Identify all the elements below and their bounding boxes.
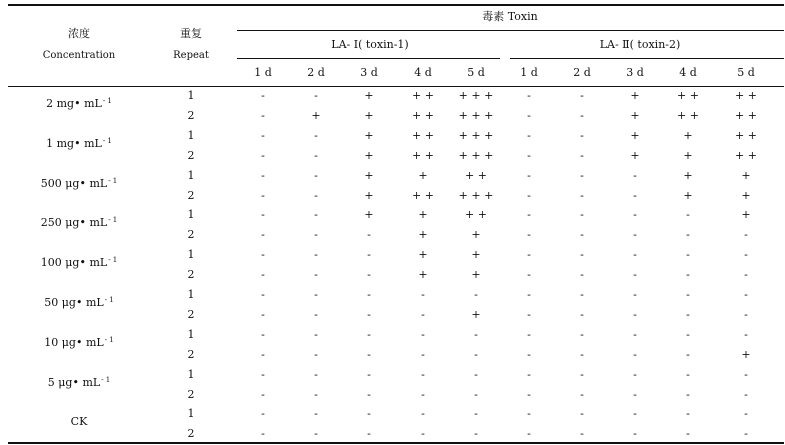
toxicity-cell: + + (735, 148, 757, 162)
toxicity-cell: - (474, 387, 478, 401)
toxicity-cell: + (683, 128, 693, 142)
toxicity-cell: - (744, 427, 748, 441)
toxicity-cell: - (744, 268, 748, 282)
repeat-number: 2 (187, 148, 195, 162)
toxicity-cell: - (686, 228, 690, 242)
toxicity-cell: - (261, 208, 265, 222)
repeat-number: 2 (187, 387, 195, 401)
toxicity-cell: - (686, 427, 690, 441)
toxicity-cell: + + (412, 89, 434, 102)
toxicity-cell: - (527, 168, 531, 182)
concentration-unit-exponent: - 1 (108, 176, 118, 185)
toxicity-cell: - (314, 89, 318, 102)
toxicity-cell: + + (412, 128, 434, 142)
toxicity-cell: - (580, 268, 584, 282)
toxicity-cell: - (314, 148, 318, 162)
concentration-value: 100 (40, 256, 62, 270)
toxicity-cell: - (686, 327, 690, 341)
concentration-unit-exponent: - 1 (108, 216, 118, 225)
toxicity-cell: - (367, 387, 371, 401)
toxicity-cell: + (741, 188, 751, 202)
concentration-label (71, 416, 88, 428)
repeat-header-cn: 重复 (180, 27, 202, 40)
day-header: 1 d (254, 66, 272, 79)
toxicity-cell: - (527, 367, 531, 381)
toxicity-cell: - (686, 248, 690, 262)
toxicity-cell: - (314, 367, 318, 381)
toxicity-cell: + (418, 208, 428, 222)
toxicity-cell: - (421, 387, 425, 401)
toxicity-cell: + + + (458, 148, 494, 162)
toxicity-cell: - (261, 288, 265, 301)
repeat-number: 2 (187, 427, 195, 441)
toxicity-cell: - (261, 148, 265, 162)
repeat-number: 1 (187, 248, 195, 262)
toxicity-cell: - (474, 327, 478, 341)
toxicity-cell: - (744, 288, 748, 301)
repeat-number: 1 (187, 168, 195, 182)
toxicity-cell: + (741, 347, 751, 361)
toxicity-cell: - (261, 128, 265, 142)
repeat-number: 2 (187, 268, 195, 282)
toxicity-cell: - (474, 367, 478, 381)
toxicity-cell: + (683, 148, 693, 162)
concentration-label (41, 217, 117, 230)
concentration-label (41, 257, 117, 270)
toxicity-cell: - (580, 208, 584, 222)
toxicity-cell: - (314, 288, 318, 301)
toxicity-cell: - (744, 248, 748, 262)
toxicity-cell: + (364, 108, 374, 122)
toxicity-cell: + + + (458, 89, 494, 102)
toxicity-cell: + + (677, 108, 699, 122)
toxicity-cell: - (633, 188, 637, 202)
day-header: 5 d (737, 66, 755, 79)
toxicity-cell: + + (735, 108, 757, 122)
toxicity-cell: - (527, 108, 531, 122)
toxicity-cell: - (261, 427, 265, 441)
toxicity-cell: + (741, 208, 751, 222)
toxicity-cell: - (421, 288, 425, 301)
toxicity-cell: - (580, 307, 584, 321)
day-header: 3 d (360, 66, 378, 79)
toxicity-cell: - (580, 248, 584, 262)
toxicity-cell: + (311, 108, 321, 122)
toxicity-cell: - (527, 407, 531, 421)
toxicity-cell: - (686, 268, 690, 282)
toxicity-cell: - (261, 108, 265, 122)
toxicity-cell: - (421, 347, 425, 361)
concentration-label (48, 377, 110, 390)
toxicity-cell: - (421, 367, 425, 381)
concentration-unit-exponent: - 1 (101, 375, 111, 384)
toxin1-header: LA- Ⅰ( toxin-1) (331, 38, 409, 51)
toxicity-cell: - (633, 168, 637, 182)
toxicity-cell: - (744, 407, 748, 421)
concentration-value: 10 (44, 335, 59, 349)
toxicity-cell: - (580, 367, 584, 381)
toxicity-cell: - (367, 228, 371, 242)
toxicity-cell: - (421, 427, 425, 441)
toxicity-cell: - (580, 148, 584, 162)
repeat-number: 2 (187, 188, 195, 202)
toxicity-cell: - (527, 89, 531, 102)
toxicity-cell: - (527, 228, 531, 242)
toxicity-cell: - (686, 407, 690, 421)
toxicity-cell: - (474, 407, 478, 421)
top-rule (8, 4, 784, 6)
toxin2-header: LA- Ⅱ( toxin-2) (599, 38, 681, 51)
concentration-unit-exponent: - 1 (102, 96, 112, 105)
toxicity-cell: - (744, 327, 748, 341)
toxicity-cell: - (580, 407, 584, 421)
concentration-unit: μg• mL (58, 375, 101, 389)
toxicity-cell: - (744, 307, 748, 321)
toxicity-cell: + + (465, 208, 487, 222)
toxicity-cell: - (367, 327, 371, 341)
toxicity-cell: + + (735, 89, 757, 102)
concentration-unit: μg• mL (61, 335, 104, 349)
repeat-number: 2 (187, 108, 195, 122)
toxicity-cell: - (633, 307, 637, 321)
toxicity-cell: - (527, 128, 531, 142)
day-header: 4 d (679, 66, 697, 79)
toxicity-cell: - (261, 248, 265, 262)
toxicity-cell: - (314, 327, 318, 341)
toxicity-cell: - (261, 307, 265, 321)
toxicity-cell: + (418, 268, 428, 282)
toxicity-cell: - (633, 347, 637, 361)
concentration-value: 50 (44, 295, 59, 309)
header-bottom-rule (8, 86, 784, 87)
concentration-label (46, 98, 112, 111)
repeat-header-en: Repeat (173, 50, 209, 61)
toxicity-cell: + + (412, 188, 434, 202)
toxicity-cell: - (527, 248, 531, 262)
repeat-number: 2 (187, 228, 195, 242)
toxicity-cell: - (633, 248, 637, 262)
concentration-unit: μg• mL (65, 176, 108, 190)
toxicity-cell: - (686, 347, 690, 361)
concentration-value: CK (70, 415, 88, 429)
toxicity-cell: - (261, 407, 265, 421)
toxicity-cell: - (421, 327, 425, 341)
concentration-unit: μg• mL (65, 216, 108, 230)
repeat-number: 1 (187, 208, 195, 222)
concentration-value: 5 (47, 375, 55, 389)
concentration-unit: mg• mL (56, 136, 102, 150)
toxicity-cell: - (633, 387, 637, 401)
toxicity-cell: - (744, 367, 748, 381)
toxin2-underline (510, 58, 784, 59)
toxicity-cell: - (474, 288, 478, 301)
toxicity-cell: - (527, 288, 531, 301)
toxicity-cell: - (261, 387, 265, 401)
toxicity-cell: - (367, 268, 371, 282)
toxicity-cell: - (367, 288, 371, 301)
toxicity-cell: - (527, 208, 531, 222)
repeat-number: 1 (187, 89, 195, 102)
concentration-unit: mg• mL (56, 96, 102, 110)
concentration-value: 500 (40, 176, 62, 190)
bottom-rule (8, 442, 784, 444)
toxicity-cell: + + (735, 128, 757, 142)
toxicity-cell: - (633, 228, 637, 242)
toxicity-cell: - (314, 208, 318, 222)
concentration-unit: μg• mL (65, 256, 108, 270)
toxicity-cell: - (314, 347, 318, 361)
toxicity-cell: - (686, 367, 690, 381)
toxicity-cell: - (367, 367, 371, 381)
toxicity-cell: + (364, 208, 374, 222)
toxicity-cell: - (744, 387, 748, 401)
repeat-number: 1 (187, 327, 195, 341)
repeat-number: 1 (187, 128, 195, 142)
toxicity-cell: + (364, 128, 374, 142)
toxicity-cell: - (633, 327, 637, 341)
concentration-unit-exponent: - 1 (102, 136, 112, 145)
toxicity-cell: - (580, 288, 584, 301)
toxicity-cell: + (418, 168, 428, 182)
toxin-header: 毒素 Toxin (482, 10, 538, 23)
toxicity-cell: - (314, 188, 318, 202)
day-header: 1 d (520, 66, 538, 79)
toxicity-cell: + (364, 148, 374, 162)
toxicity-cell: + + (465, 168, 487, 182)
toxicity-cell: - (633, 288, 637, 301)
concentration-label (44, 297, 113, 310)
toxicity-cell: - (474, 427, 478, 441)
toxicity-cell: - (367, 347, 371, 361)
toxicity-cell: - (527, 188, 531, 202)
day-header: 5 d (467, 66, 485, 79)
day-header: 2 d (573, 66, 591, 79)
toxicity-cell: - (633, 208, 637, 222)
concentration-unit-exponent: - 1 (104, 295, 114, 304)
toxicity-cell: - (421, 307, 425, 321)
toxicity-cell: - (261, 327, 265, 341)
toxicity-cell: - (527, 347, 531, 361)
toxicity-cell: - (633, 367, 637, 381)
toxicity-cell: + (471, 268, 481, 282)
toxicity-cell: - (314, 407, 318, 421)
toxicity-cell: - (261, 347, 265, 361)
toxicity-cell: + (471, 228, 481, 242)
toxicity-cell: - (367, 248, 371, 262)
concentration-header-cn: 浓度 (68, 27, 90, 40)
toxicity-cell: - (261, 367, 265, 381)
toxicity-cell: - (527, 427, 531, 441)
toxicity-cell: - (686, 208, 690, 222)
toxicity-cell: - (261, 168, 265, 182)
toxin-underline (237, 30, 784, 31)
toxicity-cell: + (630, 89, 640, 102)
toxicity-cell: - (367, 307, 371, 321)
repeat-number: 2 (187, 347, 195, 361)
toxicity-cell: - (314, 248, 318, 262)
toxicity-cell: + (364, 188, 374, 202)
toxicity-cell: + (741, 168, 751, 182)
toxicity-cell: + (364, 168, 374, 182)
concentration-unit-exponent: - 1 (104, 335, 114, 344)
toxicity-cell: - (744, 228, 748, 242)
toxicity-cell: - (314, 307, 318, 321)
toxicity-cell: - (474, 347, 478, 361)
toxicity-cell: + + (677, 89, 699, 102)
toxicity-cell: - (633, 427, 637, 441)
toxicity-cell: + + (412, 148, 434, 162)
toxicity-cell: - (527, 307, 531, 321)
toxicity-cell: - (580, 228, 584, 242)
concentration-header-en: Concentration (42, 50, 116, 61)
toxicity-cell: + + (412, 108, 434, 122)
toxicity-cell: - (580, 327, 584, 341)
toxicity-cell: + (683, 188, 693, 202)
concentration-label (46, 138, 112, 151)
concentration-unit-exponent: - 1 (108, 256, 118, 265)
toxicity-cell: - (261, 89, 265, 102)
toxicity-cell: - (527, 148, 531, 162)
concentration-label (41, 178, 117, 191)
concentration-value: 250 (40, 216, 62, 230)
toxicity-cell: + (471, 307, 481, 321)
toxicity-cell: - (527, 268, 531, 282)
toxicity-cell: - (580, 89, 584, 102)
toxicity-cell: - (367, 407, 371, 421)
toxicity-cell: - (314, 387, 318, 401)
toxicity-cell: - (580, 427, 584, 441)
concentration-value: 2 (46, 96, 54, 110)
concentration-label (44, 337, 113, 350)
concentration-unit: μg• mL (61, 295, 104, 309)
toxicity-cell: + + + (458, 188, 494, 202)
toxicity-cell: - (580, 168, 584, 182)
toxicity-cell: - (261, 188, 265, 202)
repeat-number: 1 (187, 367, 195, 381)
repeat-number: 1 (187, 407, 195, 421)
toxicity-cell: + (418, 228, 428, 242)
toxicity-cell: - (314, 268, 318, 282)
toxicity-cell: - (314, 128, 318, 142)
toxicity-cell: + + + (458, 108, 494, 122)
toxicity-cell: + (630, 128, 640, 142)
toxicity-cell: + (683, 168, 693, 182)
toxicity-cell: - (421, 407, 425, 421)
toxicity-cell: - (314, 168, 318, 182)
day-header: 3 d (626, 66, 644, 79)
toxicity-cell: - (633, 268, 637, 282)
toxicity-cell: - (580, 128, 584, 142)
repeat-number: 2 (187, 307, 195, 321)
toxicity-cell: - (580, 108, 584, 122)
toxin1-underline (237, 58, 500, 59)
day-header: 4 d (414, 66, 432, 79)
toxicity-cell: - (633, 407, 637, 421)
toxicity-cell: + (630, 108, 640, 122)
toxicity-cell: - (580, 188, 584, 202)
toxicity-cell: + (471, 248, 481, 262)
toxicity-cell: - (314, 228, 318, 242)
toxicity-cell: + (630, 148, 640, 162)
toxicity-cell: - (367, 427, 371, 441)
toxicity-cell: - (261, 228, 265, 242)
day-header: 2 d (307, 66, 325, 79)
toxicity-cell: - (580, 387, 584, 401)
toxicity-cell: + (418, 248, 428, 262)
toxicity-cell: + (364, 89, 374, 102)
toxicity-cell: - (686, 387, 690, 401)
toxicity-cell: + + + (458, 128, 494, 142)
toxicity-cell: - (527, 327, 531, 341)
toxicity-cell: - (686, 288, 690, 301)
repeat-number: 1 (187, 288, 195, 301)
toxicity-cell: - (314, 427, 318, 441)
toxicity-cell: - (527, 387, 531, 401)
toxicity-cell: - (686, 307, 690, 321)
toxicity-cell: - (580, 347, 584, 361)
toxicity-cell: - (261, 268, 265, 282)
concentration-value: 1 (46, 136, 54, 150)
